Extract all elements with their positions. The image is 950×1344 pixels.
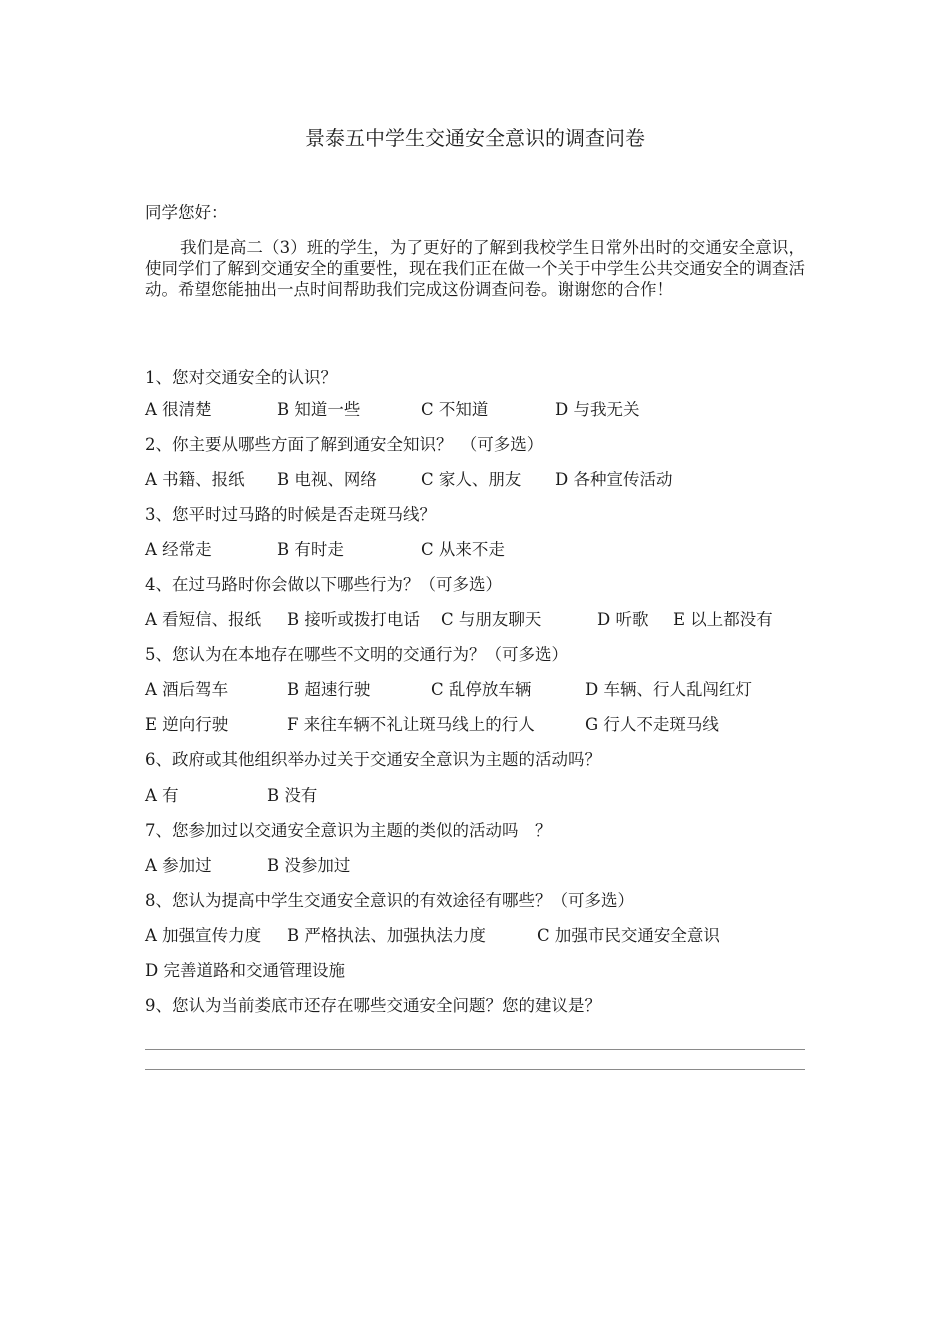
option-g: G 行人不走斑马线 xyxy=(585,715,719,734)
question-8-options-row-2 xyxy=(145,959,805,983)
option-a: A 经常走 xyxy=(145,540,212,559)
question-5-options-row-2 xyxy=(145,713,805,737)
option-b: B 没参加过 xyxy=(267,856,351,875)
option-b: B 有时走 xyxy=(277,540,344,559)
option-c: C 从来不走 xyxy=(421,540,505,559)
option-a: A 加强宣传力度 xyxy=(145,926,262,945)
question-1-options xyxy=(145,398,805,422)
option-b: B 接听或拨打电话 xyxy=(287,610,420,629)
option-c: C 不知道 xyxy=(421,400,489,419)
option-b: B 电视、网络 xyxy=(277,470,377,489)
option-d: D 与我无关 xyxy=(555,400,640,419)
option-d: D 各种宣传活动 xyxy=(555,470,673,489)
intro-paragraph: 我们是高二（3）班的学生，为了更好的了解到我校学生日常外出时的交通安全意识，使同学们了解到交通安全的重要性，现在我们正在做一个关于中学生公共交通安全的调查活动。希望您能抽出一点时间帮助我们完成这份调查问卷。谢谢您的合作！ xyxy=(145,238,805,299)
option-e: E 逆向行驶 xyxy=(145,715,229,734)
question-5: 5、您认为在本地存在哪些不文明的交通行为？（可多选） xyxy=(145,645,568,664)
question-9: 9、您认为当前娄底市还存在哪些交通安全问题？您的建议是？ xyxy=(145,996,601,1015)
option-b: B 没有 xyxy=(267,786,318,805)
option-b: B 知道一些 xyxy=(277,400,361,419)
answer-line-1[interactable] xyxy=(145,1049,805,1050)
option-a: A 有 xyxy=(145,786,179,805)
answer-line-2[interactable] xyxy=(145,1069,805,1070)
greeting: 同学您好： xyxy=(145,203,228,222)
option-c: C 家人、朋友 xyxy=(421,470,522,489)
question-3: 3、您平时过马路的时候是否走斑马线？ xyxy=(145,505,436,524)
question-3-options xyxy=(145,538,805,562)
option-a: A 参加过 xyxy=(145,856,212,875)
page-title: 景泰五中学生交通安全意识的调查问卷 xyxy=(305,126,645,150)
option-d: D 完善道路和交通管理设施 xyxy=(145,961,345,980)
option-a: A 酒后驾车 xyxy=(145,680,229,699)
option-a: A 看短信、报纸 xyxy=(145,610,262,629)
question-4-options xyxy=(145,608,805,632)
option-d: D 车辆、行人乱闯红灯 xyxy=(585,680,752,699)
option-b: B 超速行驶 xyxy=(287,680,371,699)
option-a: A 很清楚 xyxy=(145,400,212,419)
option-d: D 听歌 xyxy=(597,610,649,629)
question-7: 7、您参加过以交通安全意识为主题的类似的活动吗 ？ xyxy=(145,821,552,840)
question-8: 8、您认为提高中学生交通安全意识的有效途径有哪些？（可多选） xyxy=(145,891,634,910)
question-5-options xyxy=(145,678,805,702)
option-f: F 来往车辆不礼让斑马线上的行人 xyxy=(287,715,535,734)
option-c: C 与朋友聊天 xyxy=(441,610,542,629)
question-2: 2、你主要从哪些方面了解到通安全知识？ （可多选） xyxy=(145,435,544,454)
question-4: 4、在过马路时你会做以下哪些行为？（可多选） xyxy=(145,575,502,594)
question-7-options xyxy=(145,854,805,878)
question-6-options xyxy=(145,784,805,808)
question-8-options xyxy=(145,924,805,948)
option-c: C 加强市民交通安全意识 xyxy=(537,926,720,945)
question-6: 6、政府或其他组织举办过关于交通安全意识为主题的活动吗？ xyxy=(145,750,601,769)
option-a: A 书籍、报纸 xyxy=(145,470,245,489)
question-1: 1、您对交通安全的认识？ xyxy=(145,368,337,387)
question-2-options xyxy=(145,468,805,492)
option-c: C 乱停放车辆 xyxy=(431,680,532,699)
option-b: B 严格执法、加强执法力度 xyxy=(287,926,486,945)
option-e: E 以上都没有 xyxy=(673,610,773,629)
